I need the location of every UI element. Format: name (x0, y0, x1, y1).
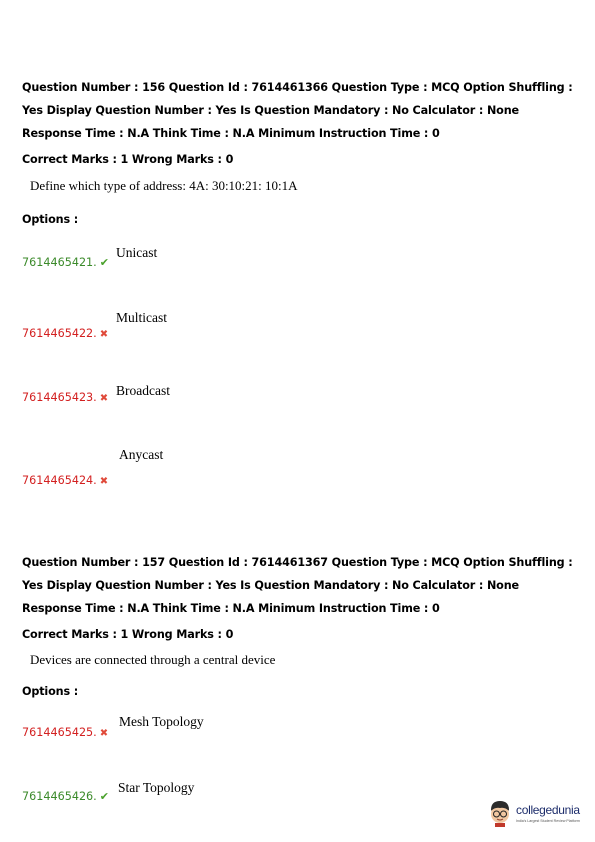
collegedunia-logo (487, 797, 587, 829)
option-id: 7614465425. ✖ (22, 726, 109, 739)
option-id: 7614465423. ✖ (22, 391, 109, 404)
cross-icon: ✖ (99, 393, 109, 404)
option-text: Star Topology (118, 780, 195, 795)
option-id: 7614465422. ✖ (22, 327, 109, 340)
check-icon: ✔ (99, 256, 109, 269)
option-text: Multicast (116, 310, 167, 325)
logo-name: collegedunia (516, 803, 580, 817)
option-text: Broadcast (116, 383, 170, 398)
cross-icon: ✖ (99, 329, 109, 340)
mascot-face-icon (487, 799, 513, 827)
option-id: 7614465421. ✔ (22, 256, 109, 269)
question-text: Define which type of address: 4A: 30:10:21: 10:1A (30, 178, 298, 193)
option-text: Mesh Topology (119, 714, 204, 729)
question-marks: Correct Marks : 1 Wrong Marks : 0 (22, 628, 234, 641)
question-meta: Question Number : 156 Question Id : 7614461366 Question Type : MCQ Option Shuffling : Yes Display Question Number : Yes Is Question Mandatory : No Calculator : None Response Time : N.A Think Time : N.A Minimum Instruction Time : 0 (22, 81, 573, 140)
option-id: 7614465424. ✖ (22, 474, 109, 487)
options-label: Options : (22, 213, 79, 226)
options-label: Options : (22, 685, 79, 698)
cross-icon: ✖ (99, 476, 109, 487)
option-text: Unicast (116, 245, 158, 260)
check-icon: ✔ (99, 790, 109, 803)
cross-icon: ✖ (99, 728, 109, 739)
logo-tagline: India's Largest Student Review Platform (516, 819, 580, 823)
option-id: 7614465426. ✔ (22, 790, 109, 803)
question-meta: Question Number : 157 Question Id : 7614461367 Question Type : MCQ Option Shuffling : Yes Display Question Number : Yes Is Question Mandatory : No Calculator : None Response Time : N.A Think Time : N.A Minimum Instruction Time : 0 (22, 556, 573, 615)
question-marks: Correct Marks : 1 Wrong Marks : 0 (22, 153, 234, 166)
question-text: Devices are connected through a central device (30, 652, 276, 667)
option-text: Anycast (119, 447, 164, 462)
